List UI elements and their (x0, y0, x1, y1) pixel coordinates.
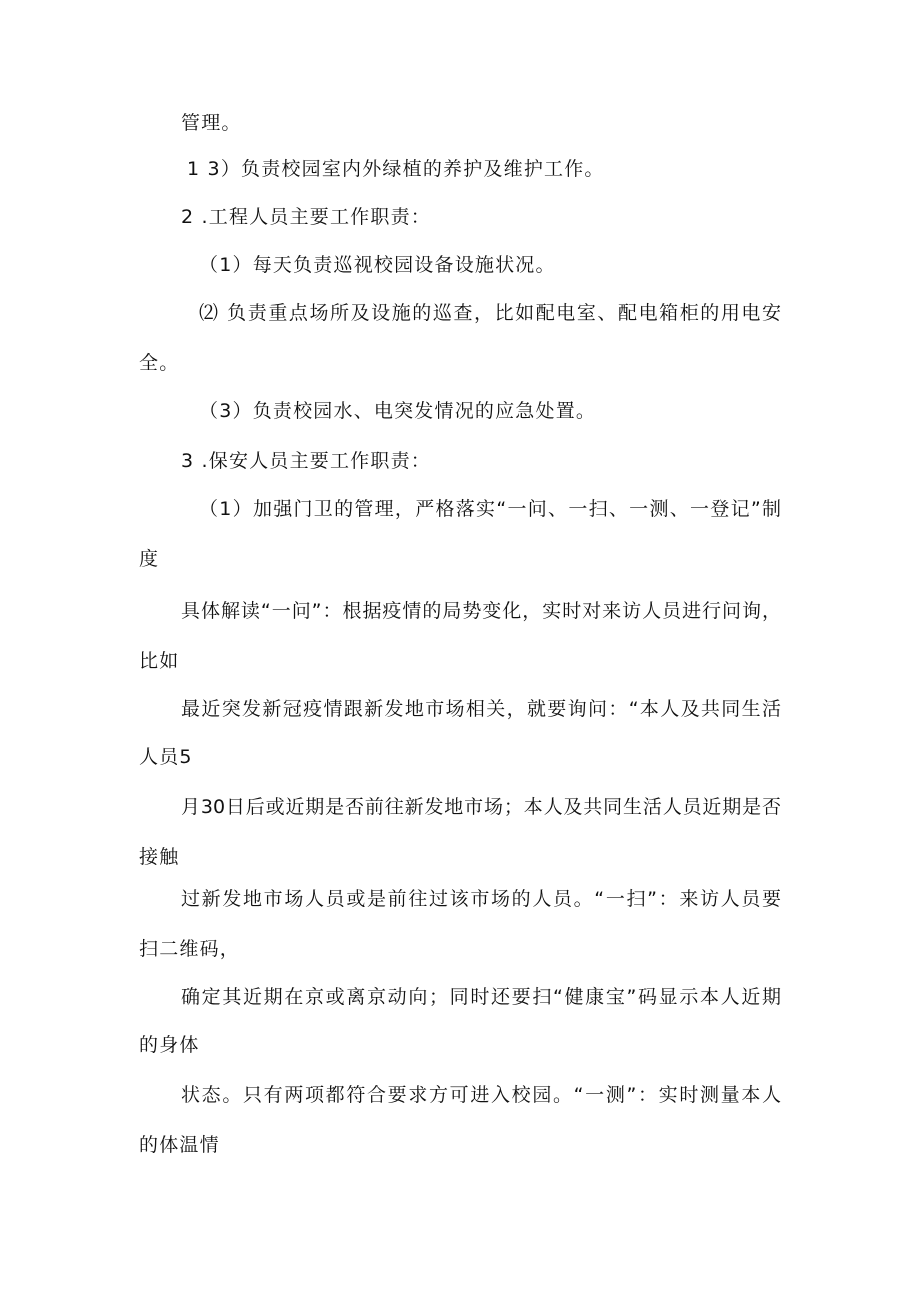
heading-security-duties: 3 .保安人员主要工作职责： (181, 450, 431, 472)
text-line-16: 接触 (139, 846, 180, 868)
text-line-10: 度 (139, 548, 160, 570)
text-line-5: ⑵ 负责重点场所及设施的巡查，比如配电室、配电箱柜的用电安 (199, 302, 781, 324)
text-line-14: 人员5 (139, 746, 193, 768)
text-line-21: 状态。只有两项都符合要求方可进入校园。“一测”：实时测量本人 (181, 1084, 781, 1106)
heading-engineering-duties: 2 .工程人员主要工作职责： (181, 206, 431, 228)
text-line-1: 管理。 (181, 112, 242, 134)
text-line-15: 月30日后或近期是否前往新发地市场；本人及共同生活人员近期是否 (181, 796, 781, 818)
text-line-19: 确定其近期在京或离京动向；同时还要扫“健康宝”码显示本人近期 (181, 986, 781, 1008)
text-line-20: 的身体 (139, 1034, 200, 1056)
text-line-4: （1）每天负责巡视校园设备设施状况。 (199, 254, 556, 276)
text-line-17: 过新发地市场人员或是前往过该市场的人员。“一扫”：来访人员要 (181, 888, 781, 910)
text-line-22: 的体温情 (139, 1134, 220, 1156)
text-line-7: （3）负责校园水、电突发情况的应急处置。 (199, 400, 597, 422)
text-line-18: 扫二维码， (139, 938, 241, 960)
text-line-13: 最近突发新冠疫情跟新发地市场相关，就要询问：“本人及共同生活 (181, 698, 781, 720)
text-line-11: 具体解读“一问”：根据疫情的局势变化，实时对来访人员进行问询， (181, 600, 781, 622)
text-line-9: （1）加强门卫的管理，严格落实“一问、一扫、一测、一登记”制 (199, 498, 781, 520)
text-line-12: 比如 (139, 650, 180, 672)
text-line-2: 1 3）负责校园室内外绿植的养护及维护工作。 (187, 158, 605, 180)
text-line-6: 全。 (139, 352, 180, 374)
